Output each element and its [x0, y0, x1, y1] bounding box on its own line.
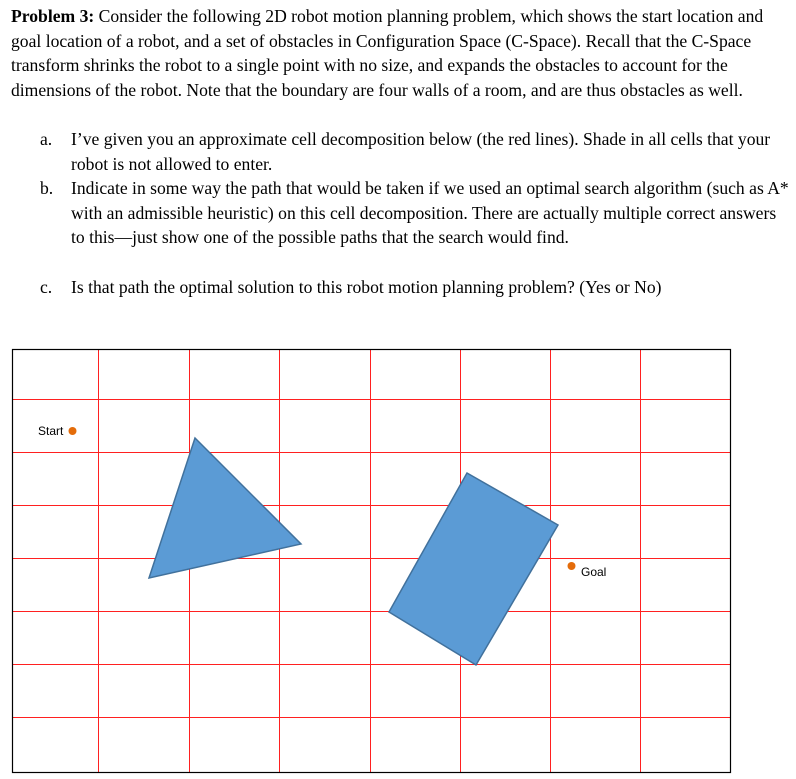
question-b-marker: b.	[40, 178, 54, 198]
question-c-text: Is that path the optimal solution to this robot motion planning problem? (Yes or No)	[71, 277, 662, 297]
problem-intro: Consider the following 2D robot motion planning problem, which shows the start location and goal location of a robot, and a set of obstacles in Configuration Space (C-Space). Recall that the C-Space transform shrinks the robot to a single point with no size, and expands the obstacles to account for the dimensions of the robot. Note that the boundary are four walls of a room, and are thus obstacles as well.	[11, 6, 764, 100]
question-b-text: Indicate in some way the path that would be taken if we used an optimal search algorithm (such as A* with an admissible heuristic) on this cell decomposition. There are actually multiple correct answers to this—just show one of the possible paths that the search would find.	[71, 178, 789, 248]
triangle-obstacle	[149, 438, 301, 578]
goal-marker	[568, 562, 576, 570]
question-a-marker: a.	[40, 129, 53, 149]
start-label: Start	[38, 424, 64, 438]
question-c-marker: c.	[40, 277, 53, 297]
question-a-text: I’ve given you an approximate cell decomposition below (the red lines). Shade in all cells that your robot is not allowed to enter.	[71, 129, 771, 174]
rectangle-obstacle	[389, 473, 558, 665]
start-marker	[69, 427, 77, 435]
goal-label: Goal	[581, 565, 607, 579]
problem-label: Problem 3:	[11, 6, 95, 26]
cell-decomposition-grid	[12, 349, 731, 773]
room-boundary	[13, 350, 731, 773]
